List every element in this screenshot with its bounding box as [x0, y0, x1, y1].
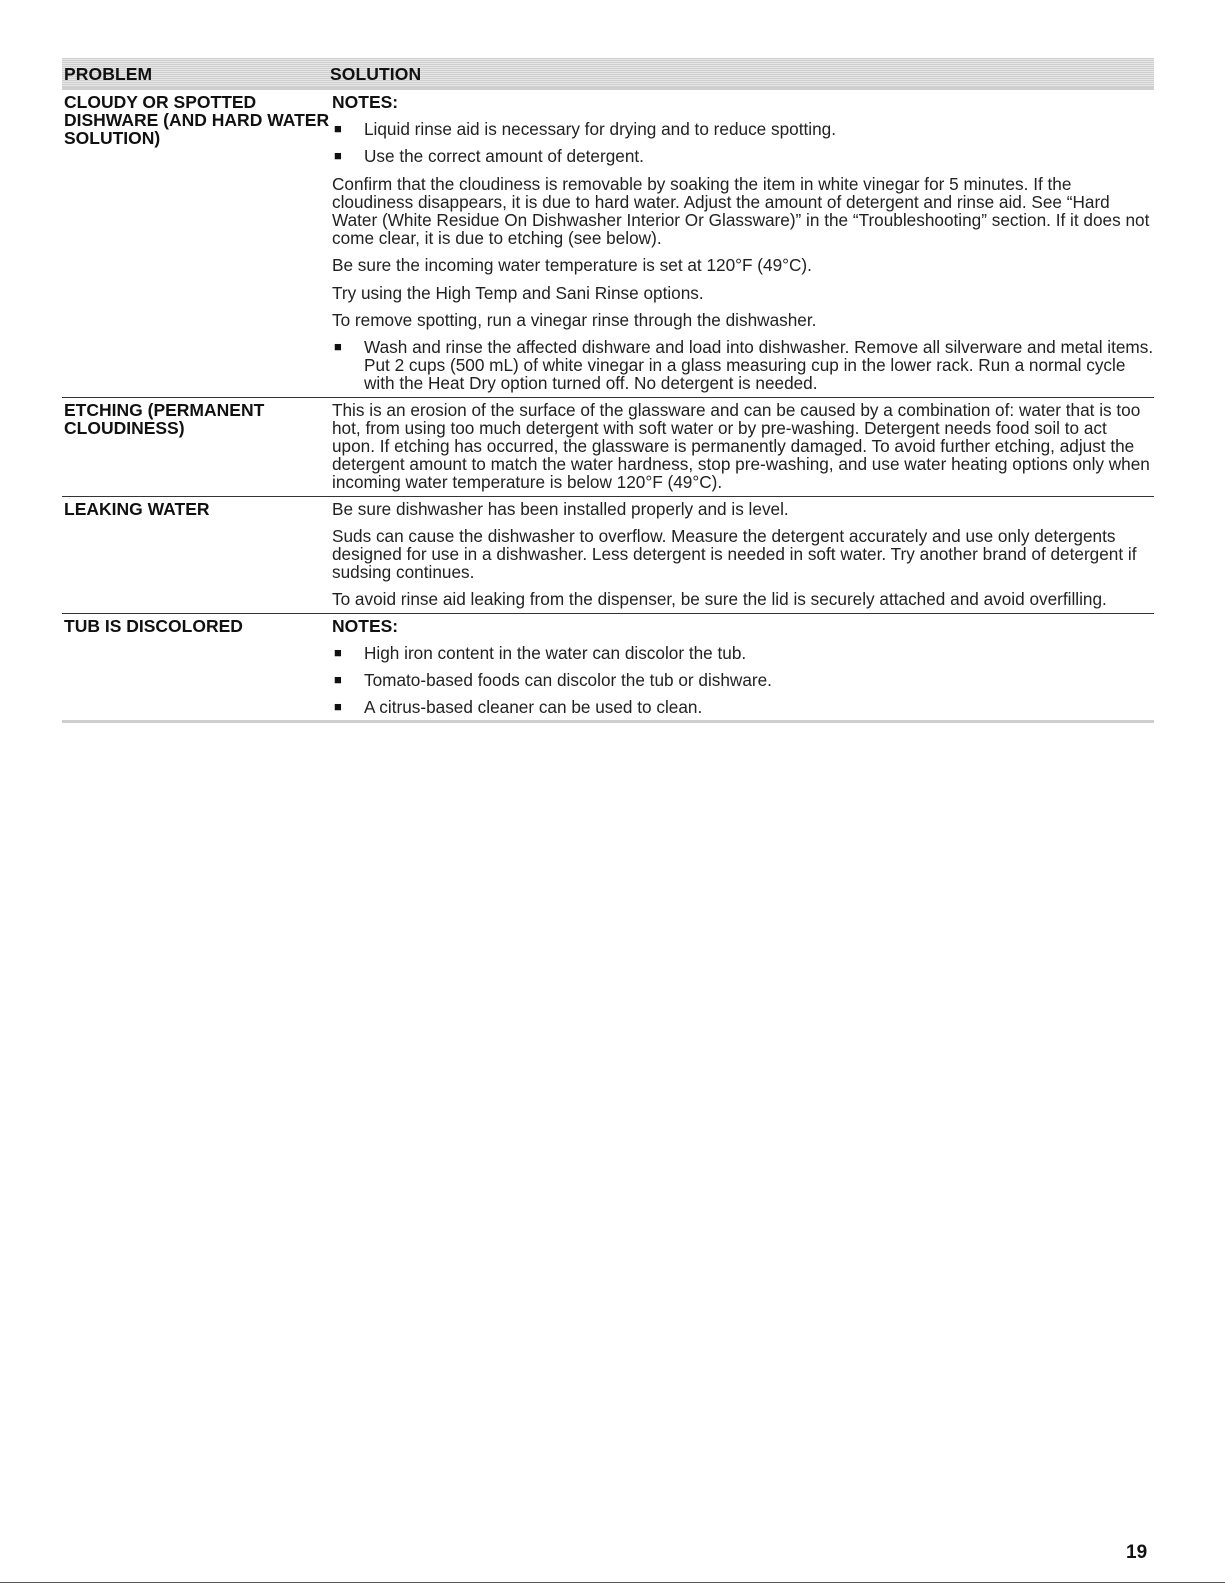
bullet-icon: ■	[334, 148, 342, 164]
solution-paragraph: Suds can cause the dishwasher to overflow. Measure the detergent accurately and use only detergents designed for use in a dishwasher. Less detergent is needed in soft water. Try another brand of detergent if sudsing continues.	[332, 525, 1137, 583]
bullet-icon: ■	[334, 699, 342, 715]
solution-paragraph: This is an erosion of the surface of the glassware and can be caused by a combination of: water that is too hot, from using too much detergent with soft water or by pre-washing. Detergent needs food soil to act upon. If etching has occurred, the glassware is permanently damaged. To avoid further etching, adjust the detergent amount to match the water hardness, stop pre-washing, and use water heating options only when incoming water temperature is below 120°F (49°C).	[332, 399, 1150, 493]
notes-label: NOTES:	[332, 92, 399, 112]
solution-paragraph: Try using the High Temp and Sani Rinse options.	[332, 282, 704, 303]
bullet-icon: ■	[334, 121, 342, 137]
list-item	[332, 644, 1154, 662]
table-row	[62, 497, 1154, 614]
solution-paragraph: Confirm that the cloudiness is removable by soaking the item in white vinegar for 5 minutes. If the cloudiness disappears, it is due to hard water. Adjust the amount of detergent and rinse aid. See “Hard Water (White Residue On Dishwasher Interior Or Glassware)” in the “Troubleshooting” section. If it does not come clear, it is due to etching (see below).	[332, 173, 1150, 249]
list-item	[332, 698, 1154, 716]
page-bottom-rule	[0, 1582, 1225, 1583]
bullet-icon: ■	[334, 644, 342, 660]
solution-cell	[332, 93, 1154, 393]
problem-column-header: PROBLEM	[64, 64, 153, 84]
problem-cell: LEAKING WATER	[64, 498, 210, 519]
bullet-icon: ■	[334, 672, 342, 688]
solution-cell	[332, 617, 1154, 717]
solution-paragraph: Be sure the incoming water temperature is set at 120°F (49°C).	[332, 255, 812, 276]
note-text: Liquid rinse aid is necessary for drying and to reduce spotting.	[364, 119, 836, 140]
list-item	[332, 338, 1154, 393]
list-item	[332, 147, 1154, 165]
list-item	[332, 671, 1154, 689]
solution-paragraph: To remove spotting, run a vinegar rinse through the dishwasher.	[332, 309, 817, 330]
solution-cell	[332, 500, 1154, 609]
troubleshooting-table	[62, 58, 1154, 723]
problem-cell: ETCHING (PERMANENT CLOUDINESS)	[64, 399, 265, 438]
solution-paragraph: Be sure dishwasher has been installed properly and is level.	[332, 498, 789, 519]
solution-column-header: SOLUTION	[330, 64, 422, 84]
notes-label: NOTES:	[332, 615, 399, 636]
note-text: Tomato-based foods can discolor the tub or dishware.	[364, 670, 772, 691]
table-header	[62, 58, 1154, 90]
table-row	[62, 398, 1154, 497]
step-text: Wash and rinse the affected dishware and load into dishwasher. Remove all silverware and metal items. Put 2 cups (500 mL) of white vinegar in a glass measuring cup in the lower rack. Run a normal cycle with the Heat Dry option turned off. No detergent is needed.	[364, 337, 1154, 394]
bullet-icon: ■	[334, 339, 342, 355]
note-text: High iron content in the water can discolor the tub.	[364, 642, 747, 663]
solution-paragraph: To avoid rinse aid leaking from the dispenser, be sure the lid is securely attached and avoid overfilling.	[332, 589, 1107, 610]
table-row	[62, 90, 1154, 398]
solution-cell	[332, 401, 1154, 492]
table-row	[62, 614, 1154, 724]
list-item	[332, 120, 1154, 138]
problem-cell: TUB IS DISCOLORED	[64, 615, 243, 636]
problem-cell: CLOUDY OR SPOTTED DISHWARE (AND HARD WATER SOLUTION)	[64, 92, 330, 148]
note-text: A citrus-based cleaner can be used to clean.	[364, 697, 703, 718]
note-text: Use the correct amount of detergent.	[364, 146, 644, 167]
page-number: 19	[1126, 1542, 1148, 1563]
